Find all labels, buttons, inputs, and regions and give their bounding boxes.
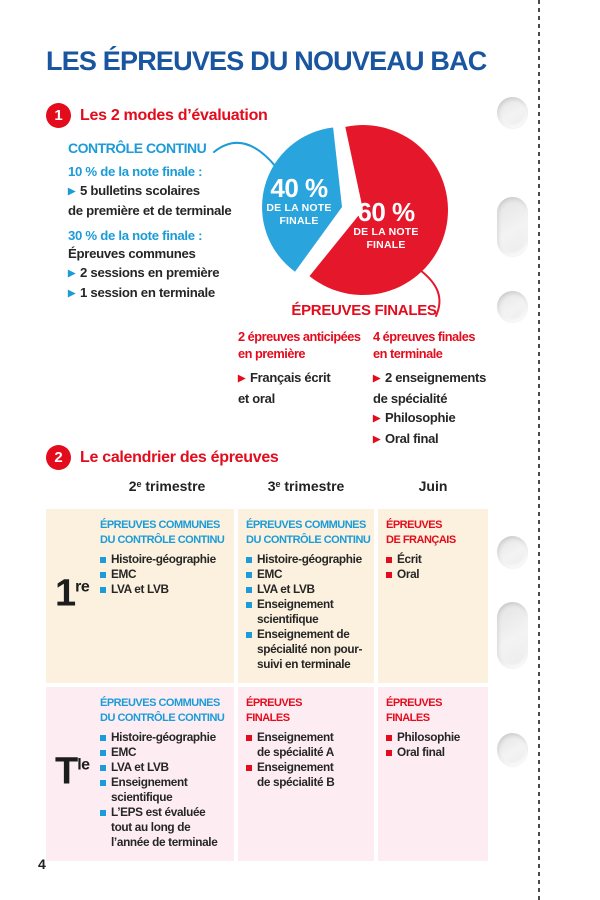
controle-continu-block	[68, 140, 276, 305]
table-list-item: Oral final	[386, 745, 484, 760]
table-list-item: Écrit	[386, 552, 484, 567]
bullet-square-icon	[246, 735, 252, 741]
binder-hole	[497, 602, 528, 668]
controle-continu-heading: CONTRÔLE CONTINU	[68, 140, 207, 156]
binder-hole	[497, 197, 528, 256]
pie-label-60-percent: 60 % DE LA NOTE FINALE	[336, 199, 436, 252]
arrow-icon: ▶	[68, 185, 76, 197]
epreuves-finales-heading: ÉPREUVES FINALES	[291, 302, 437, 319]
list-item: ▶ Philosophie	[373, 410, 456, 425]
list-item: ▶ Oral final	[373, 431, 439, 446]
calendar-column-headers	[46, 478, 488, 494]
bullet-square-icon	[100, 765, 106, 771]
table-list-item: Philosophie	[386, 730, 484, 745]
table-list-item: EMC	[100, 567, 230, 582]
bullet-square-icon	[100, 810, 106, 816]
table-list-item: Enseignement de spécialité A	[246, 730, 370, 760]
arrow-icon: ▶	[238, 373, 246, 384]
table-list-item: Oral	[386, 567, 484, 582]
calendar-table	[46, 509, 488, 861]
list-item: ▶ 5 bulletins scolaires	[68, 182, 200, 198]
table-cell-1re-2e-trimestre: 1re ÉPREUVES COMMUNES DU CONTRÔLE CONTINU Histoire-géographie EMC LVA et LVB	[46, 509, 234, 683]
row-label-premiere: 1re	[55, 572, 90, 615]
section-1-title: Les 2 modes d’évaluation	[80, 106, 268, 124]
bullet-square-icon	[100, 587, 106, 593]
page-title: LES ÉPREUVES DU NOUVEAU BAC	[46, 46, 487, 76]
column-header-juin: Juin	[418, 478, 448, 494]
list-item: ▶ Français écrit	[238, 370, 331, 385]
pie-value-60: 60 %	[357, 197, 415, 227]
binder-hole	[497, 733, 528, 766]
section-2-title: Le calendrier des épreuves	[80, 448, 279, 466]
bullet-square-icon	[246, 587, 252, 593]
perforation-dashed-line	[538, 0, 540, 900]
epreuves-finales-col-premiere: 2 épreuves anticipées en première ▶ Français écrit et oral	[238, 329, 371, 408]
bullet-square-icon	[100, 780, 106, 786]
binder-hole	[497, 97, 528, 128]
arrow-icon: ▶	[68, 267, 76, 279]
bullet-square-icon	[100, 735, 106, 741]
table-list-item: Enseignement scientifique	[246, 597, 370, 627]
binder-hole	[497, 536, 528, 568]
arrow-icon: ▶	[373, 373, 381, 384]
table-list-item: EMC	[246, 567, 370, 582]
pie-value-40: 40 %	[270, 173, 328, 203]
column-header-3e-trimestre: 3e trimestre	[267, 478, 345, 494]
table-list-item: Histoire-géographie	[100, 552, 230, 567]
bullet-square-icon	[246, 602, 252, 608]
epreuves-finales-col-terminale: 4 épreuves finales en terminale ▶ 2 enseignements de spécialité ▶ Philosophie ▶ Oral final	[373, 329, 495, 450]
bullet-square-icon	[386, 572, 392, 578]
list-item: ▶ 2 sessions en première	[68, 264, 220, 280]
bullet-square-icon	[246, 557, 252, 563]
binder-hole	[497, 291, 528, 322]
section-2-number-badge: 2	[46, 445, 71, 470]
list-item: ▶ 2 enseignements	[373, 370, 487, 385]
bullet-square-icon	[246, 632, 252, 638]
bullet-square-icon	[100, 572, 106, 578]
part1-label: 10 % de la note finale :	[68, 164, 203, 179]
page-number: 4	[38, 856, 46, 872]
table-list-item: LVA et LVB	[100, 582, 230, 597]
table-cell-1re-3e-trimestre: ÉPREUVES COMMUNES DU CONTRÔLE CONTINU Histoire-géographie EMC LVA et LVB Enseignement scientifique Enseignement de spécialité non pour- suivi en terminale	[238, 509, 374, 683]
bullet-square-icon	[246, 765, 252, 771]
list-item-continuation: et oral	[238, 391, 275, 406]
part2-label: 30 % de la note finale :	[68, 227, 203, 243]
bullet-square-icon	[100, 557, 106, 563]
arrow-icon: ▶	[68, 288, 76, 299]
bullet-square-icon	[386, 735, 392, 741]
list-item-continuation: de première et de terminale	[68, 203, 232, 218]
row-label-terminale: Tle	[55, 750, 90, 793]
table-list-item: Histoire-géographie	[246, 552, 370, 567]
bullet-square-icon	[386, 750, 392, 756]
table-cell-tle-3e-trimestre: ÉPREUVES FINALES Enseignement de spécialité A Enseignement de spécialité B	[238, 687, 374, 861]
bullet-square-icon	[386, 557, 392, 563]
bullet-square-icon	[100, 750, 106, 756]
pie-label-40-percent: 40 % DE LA NOTE FINALE	[249, 175, 349, 228]
table-list-item: L’EPS est évaluée tout au long de l’année de terminale	[100, 805, 230, 850]
table-list-item: Histoire-géographie	[100, 730, 230, 745]
bullet-square-icon	[246, 572, 252, 578]
section-1-number-badge: 1	[46, 103, 71, 128]
table-list-item: EMC	[100, 745, 230, 760]
list-item: ▶ 1 session en terminale	[68, 285, 215, 300]
part2-intro: Épreuves communes	[68, 246, 196, 261]
list-item-continuation: de spécialité	[373, 391, 448, 406]
arrow-icon: ▶	[373, 434, 381, 445]
table-list-item: LVA et LVB	[100, 760, 230, 775]
table-cell-tle-juin: ÉPREUVES FINALES Philosophie Oral final	[378, 687, 488, 861]
table-cell-1re-juin: ÉPREUVES DE FRANÇAIS Écrit Oral	[378, 509, 488, 683]
column-header-2e-trimestre: 2e trimestre	[128, 478, 206, 494]
section-2-header	[46, 445, 279, 470]
table-list-item: Enseignement scientifique	[100, 775, 230, 805]
table-list-item: Enseignement de spécialité non pour- suivi en terminale	[246, 627, 370, 672]
table-list-item: LVA et LVB	[246, 582, 370, 597]
table-cell-tle-2e-trimestre: Tle ÉPREUVES COMMUNES DU CONTRÔLE CONTINU Histoire-géographie EMC LVA et LVB Enseignement scientifique L’EPS est évaluée tout au long de l’année de terminale	[46, 687, 234, 861]
table-list-item: Enseignement de spécialité B	[246, 760, 370, 790]
arrow-icon: ▶	[373, 413, 381, 424]
